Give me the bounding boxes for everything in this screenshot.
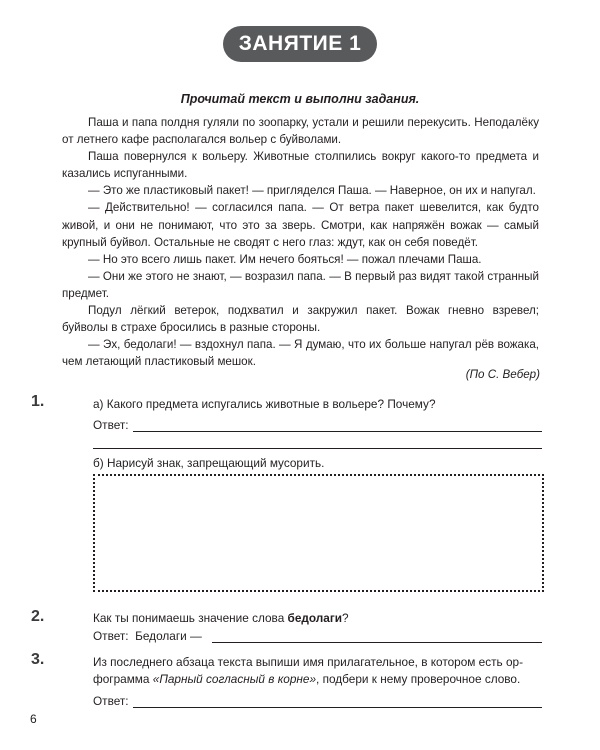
story-text	[62, 114, 539, 370]
question-1-answer-line-2[interactable]	[93, 448, 542, 449]
instruction: Прочитай текст и выполни задания.	[180, 92, 420, 106]
story-paragraph: Подул лёгкий ветерок, подхватил и закружил пакет. Вожак гневно взревел; буйволы в страхе бросились в разные стороны.	[62, 304, 539, 335]
story-author: (По С. Вебер)	[465, 368, 540, 381]
question-1b-text: б) Нарисуй знак, запрещающий мусорить.	[93, 456, 325, 470]
story-paragraph: — Но это всего лишь пакет. Им нечего бояться! — пожал плечами Паша.	[88, 252, 482, 266]
question-2-answer-line[interactable]	[212, 642, 542, 643]
story-paragraph: — Это же пластиковый пакет! — пригляделся Паша. — Наверное, он их и напугал.	[88, 184, 536, 198]
orthogram-name: «Парный согласный в корне»	[152, 672, 317, 686]
story-paragraph: Паша и папа полдня гуляли по зоопарку, устали и решили перекусить. Неподалёку от летнего кафе располагался вольер с буйволами.	[62, 116, 539, 147]
story-paragraph: — Они же этого не знают, — возразил папа. — В первый раз видят такой странный предмет.	[62, 269, 539, 300]
question-1-number: 1.	[31, 393, 45, 410]
question-3-answer-line[interactable]	[133, 707, 542, 708]
question-2-number: 2.	[31, 608, 45, 625]
question-3-number: 3.	[31, 651, 45, 668]
question-2-answer-label: Ответ: Бедолаги —	[93, 629, 202, 643]
title-banner	[0, 26, 600, 62]
question-1-answer-line[interactable]	[133, 431, 542, 432]
question-1a-text: а) Какого предмета испугались животные в вольере? Почему?	[93, 397, 436, 411]
keyword-bedolagi: бедолаги	[287, 611, 342, 625]
story-paragraph: Паша повернулся к вольеру. Животные столпились вокруг какого-то предмета и казались испуганными.	[62, 150, 539, 181]
page-number: 6	[30, 712, 37, 726]
question-3-text: Из последнего абзаца текста выпиши имя прилагательное, в котором есть ор- фограмма «Парный согласный в корне», подбери к нему проверочное слово.	[93, 655, 524, 686]
drawing-box[interactable]	[93, 474, 544, 592]
story-paragraph: — Действительно! — согласился папа. — От ветра пакет шевелится, как будто живой, и они не понимают, что это за зверь. Смотри, как напряжён вожак — самый крупный буйвол. Остальные не сводят с него глаз: ждут, как он себя поведёт.	[62, 201, 539, 249]
question-1-answer-label: Ответ:	[93, 418, 129, 432]
question-3-answer-label: Ответ:	[93, 694, 129, 708]
lesson-title: ЗАНЯТИЕ 1	[223, 26, 378, 62]
question-2-text: Как ты понимаешь значение слова бедолаги?	[93, 611, 349, 625]
story-paragraph: — Эх, бедолаги! — вздохнул папа. — Я думаю, что их больше напугал рёв вожака, чем летающий пластиковый мешок.	[62, 338, 539, 369]
